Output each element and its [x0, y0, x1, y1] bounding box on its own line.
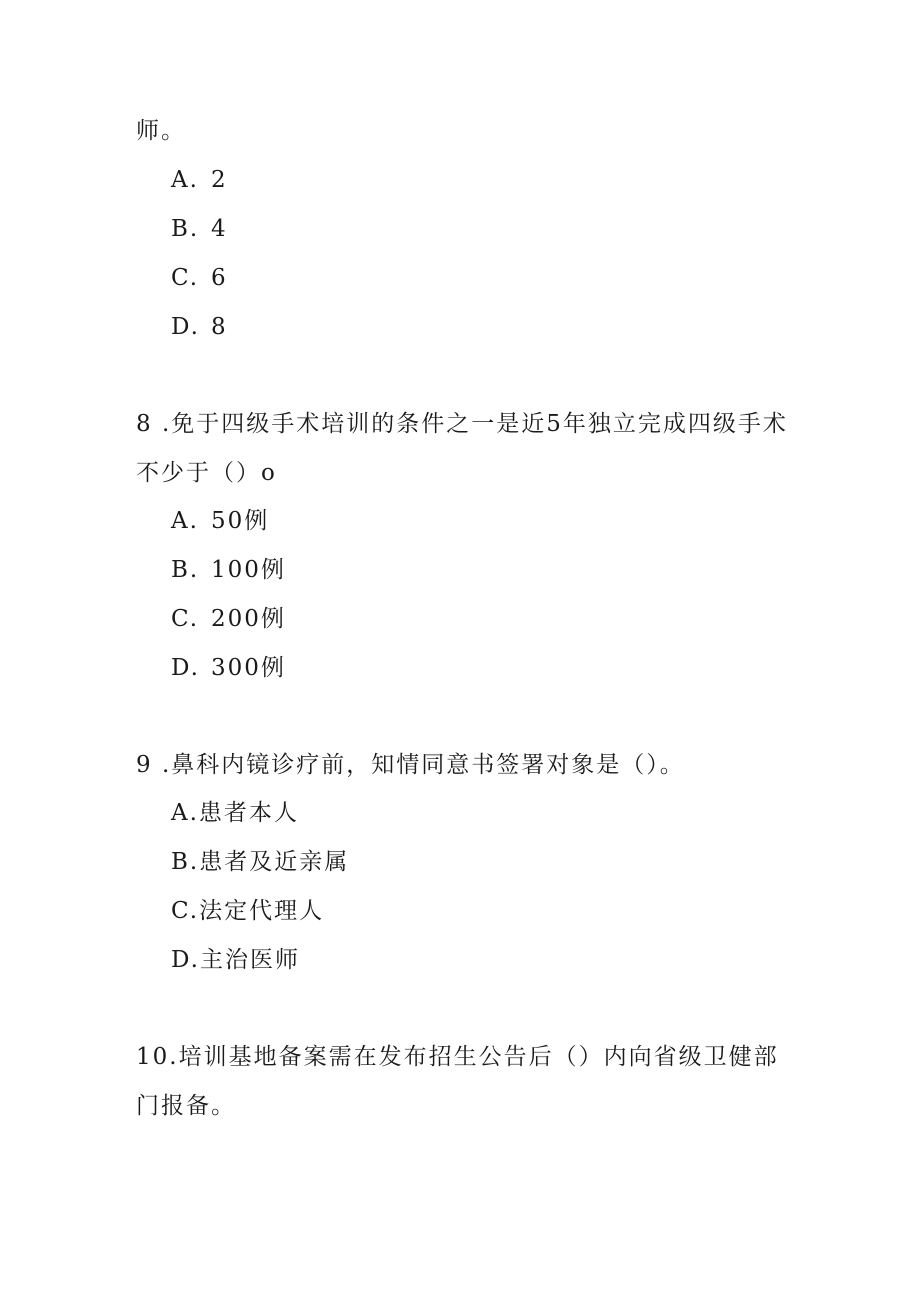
option-text: 法定代理人 [199, 898, 325, 924]
option-letter: B. [171, 557, 200, 583]
option-letter: A. [171, 508, 199, 534]
q8-option-a [171, 506, 269, 536]
option-text: 患者本人 [198, 800, 299, 826]
q7-option-a [171, 165, 228, 195]
q8-option-d [171, 653, 286, 683]
q7-option-b [171, 214, 228, 244]
q8-option-c [171, 604, 286, 634]
option-letter: C. [171, 606, 200, 632]
q9-option-b [171, 847, 349, 877]
q8-stem-line1: 8 .免于四级手术培训的条件之一是近5年独立完成四级手术 [136, 411, 788, 437]
option-letter: D. [171, 947, 200, 973]
q7-option-d [171, 312, 228, 342]
option-text: 6 [211, 265, 228, 291]
option-letter: D. [171, 655, 200, 681]
option-letter: C. [171, 265, 200, 291]
option-letter: C. [171, 898, 200, 924]
q9-option-c [171, 896, 324, 926]
q10-stem-line2: 门报备。 [136, 1093, 236, 1119]
option-text: 200例 [211, 606, 286, 632]
option-text: 50例 [211, 508, 270, 534]
q9-option-d [171, 945, 300, 975]
option-letter: A. [171, 800, 199, 826]
q7-stem-tail: 师。 [136, 118, 186, 144]
option-letter: A. [171, 167, 199, 193]
q8-option-b [171, 555, 286, 585]
option-text: 100例 [211, 557, 286, 583]
q9-option-a [171, 798, 299, 828]
option-text: 2 [211, 167, 228, 193]
option-letter: B. [171, 849, 200, 875]
option-letter: B. [171, 216, 200, 242]
option-text: 患者及近亲属 [199, 849, 350, 875]
q10-stem-line1: 10.培训基地备案需在发布招生公告后（）内向省级卫健部 [136, 1044, 779, 1070]
option-text: 主治医师 [199, 947, 300, 973]
option-text: 300例 [211, 655, 286, 681]
option-text: 8 [211, 314, 228, 340]
q7-option-c [171, 263, 228, 293]
q8-stem-line2: 不少于（）o [136, 460, 277, 486]
q9-stem-line1: 9 .鼻科内镜诊疗前，知情同意书签署对象是（）。 [136, 752, 685, 778]
option-text: 4 [211, 216, 228, 242]
option-letter: D. [171, 314, 200, 340]
